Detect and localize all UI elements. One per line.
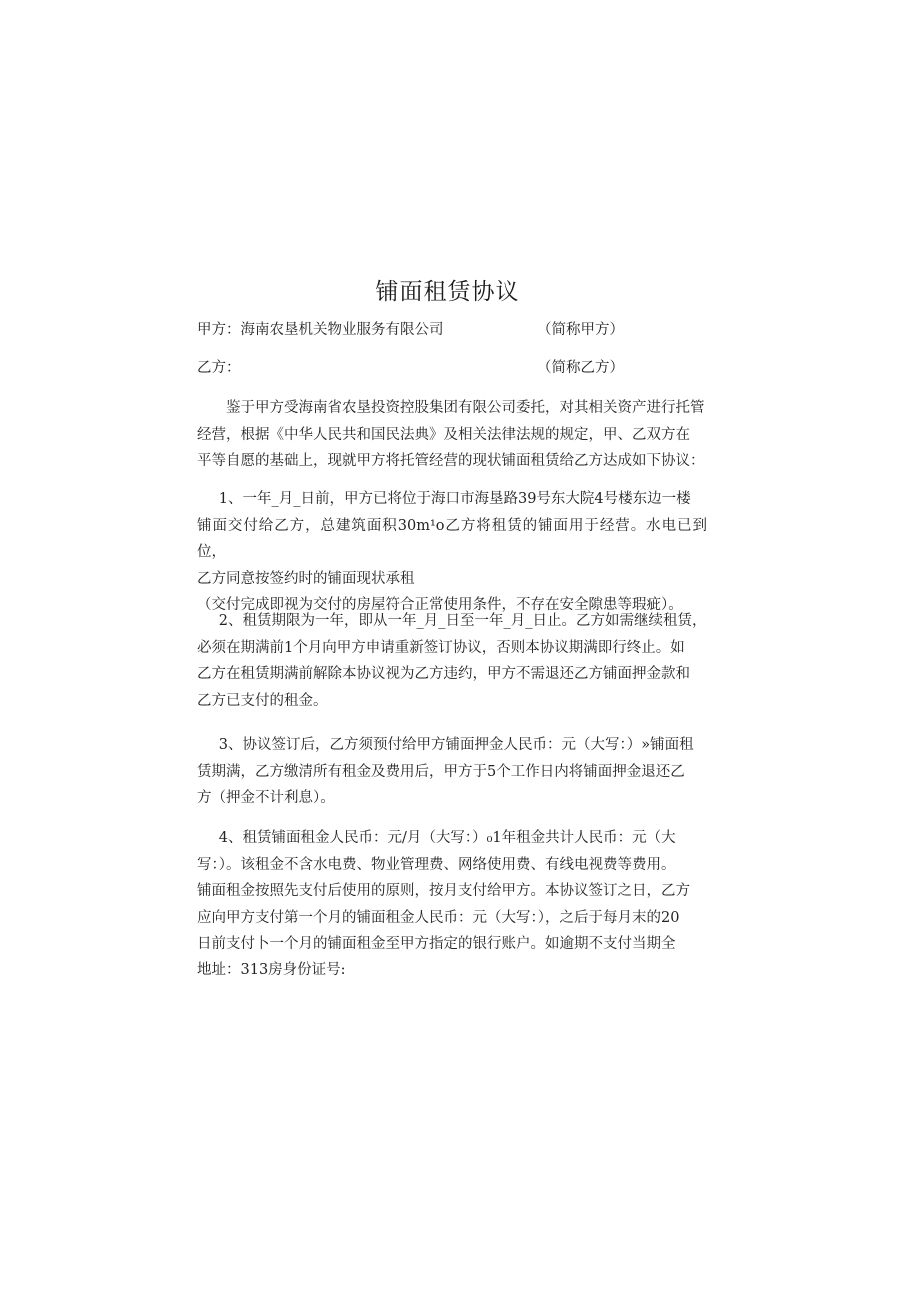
intro-line: 经营，根据《中华人民共和国民法典》及相关法律法规的规定，甲、乙双方在: [197, 426, 690, 443]
party-a-line: [197, 320, 717, 340]
party-a-label: 甲方：海南农垦机关物业服务有限公司: [197, 322, 444, 338]
clause-2-line: 2、租赁期限为一年，即从一年_月_日至一年_月_日止。乙方如需继续租赁，: [218, 613, 707, 629]
intro-line: 鉴于甲方受海南省农垦投资控股集团有限公司委托，对其相关资产进行托管: [226, 400, 705, 416]
clause-4-line: 写：）。该租金不含水电费、物业管理费、网络使用费、有线电视费等费用。: [197, 856, 676, 873]
clause-3-line: 方（押金不计利息）。: [197, 790, 335, 806]
clause-3-line: 3、协议签订后，乙方须预付给甲方铺面押金人民币：元（大写：）»铺面租: [218, 737, 694, 753]
clause-1-line: 乙方同意按签约时的铺面现状承租: [197, 570, 415, 587]
clause-2-paragraph: [197, 608, 707, 714]
clause-2-line: 必须在期满前1个月向甲方申请重新签订协议，否则本协议期满即行终止。如: [197, 639, 685, 656]
clause-3-line: 赁期满，乙方缴清所有租金及费用后，甲方于5个工作日内将铺面押金退还乙: [197, 763, 685, 780]
clause-4-line: 4、租赁铺面租金人民币：元/月（大写：）₀1年租金共计人民币：元（大: [218, 830, 676, 846]
clause-2-line: 乙方已支付的租金。: [197, 692, 328, 709]
clause-1-line: 1、一年_月_日前，甲方已将位于海口市海垦路39号东大院4号楼东边一楼: [218, 491, 691, 507]
clause-1-line: 铺面交付给乙方，总建筑面积30m¹o乙方将租赁的铺面用于经营。水电已到位，: [197, 517, 707, 560]
clause-3-paragraph: [197, 732, 707, 812]
party-b-abbr: （简称乙方）: [537, 360, 624, 376]
address-id-line: 地址：313房身份证号:: [197, 962, 346, 978]
clause-1-line: （交付完成即视为交付的房屋符合正常使用条件，不存在安全隙患等瑕疵）。: [197, 597, 683, 613]
document-title: 铺面租赁协议: [375, 279, 520, 305]
clause-4-line: 应向甲方支付第一个月的铺面租金人民币：元（大写：），之后于每月末的20: [197, 909, 680, 926]
clause-4-line: 日前支付卜一个月的铺面租金至甲方指定的银行账户。如逾期不支付当期全: [197, 936, 676, 952]
intro-paragraph: [197, 395, 707, 475]
party-a-abbr: （简称甲方）: [537, 322, 624, 338]
clause-4-line: 铺面租金按照先支付后使用的原则，按月支付给甲方。本协议签订之日，乙方: [197, 883, 690, 899]
clause-2-line: 乙方在租赁期满前解除本协议视为乙方违约，甲方不需退还乙方铺面押金款和: [197, 666, 690, 682]
clause-1-paragraph: [197, 486, 707, 619]
clause-4-paragraph: [197, 825, 707, 958]
party-b-line: [197, 358, 717, 378]
party-b-label: 乙方：: [197, 360, 241, 376]
intro-line: 平等自愿的基础上，现就甲方将托管经营的现状铺面租赁给乙方达成如下协议：: [197, 453, 705, 469]
